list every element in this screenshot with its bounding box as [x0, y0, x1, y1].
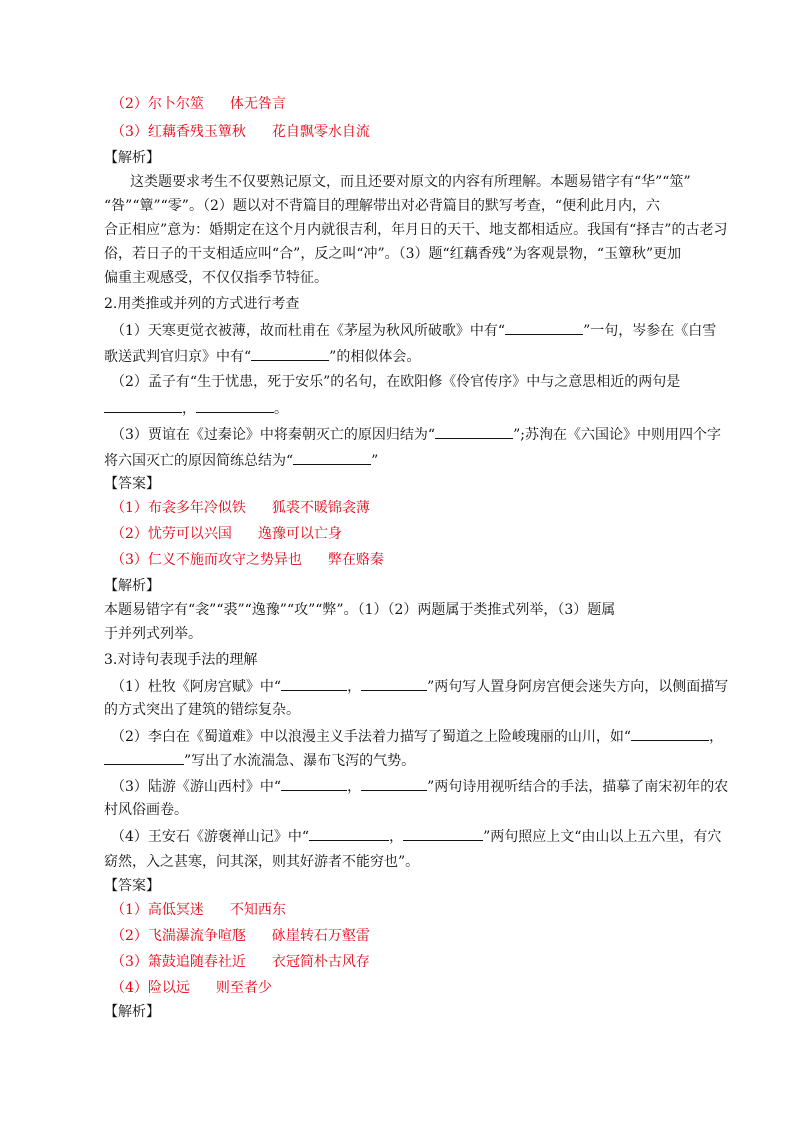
answer-text: （2）尔卜尔筮 — [111, 96, 204, 112]
paragraph-line: 偏重主观感受，不仅仅指季节特征。 — [104, 270, 328, 286]
answer-line — [111, 122, 711, 142]
answer-blank[interactable] — [196, 398, 274, 413]
question-line: 将六国灭亡的原因简练总结为“ ” — [104, 450, 704, 471]
paragraph-line: 本题易错字有“衾”“裘”“逸豫”“攻”“弊”。（1）（2）两题属于类推式列举，（3）题属 — [104, 602, 616, 618]
answer-line: （3）箫鼓追随春社近 衣冠简朴古风存 — [111, 954, 370, 970]
answer-blank[interactable] — [435, 424, 513, 439]
answer-line: （2）飞湍瀑流争喧豗 砯崖转石万壑雷 — [111, 928, 370, 944]
paragraph-line: 这类题要求考生不仅要熟记原文，而且还要对原文的内容有所理解。本题易错字有“华”“筮” — [130, 174, 691, 190]
section-heading: 3.对诗句表现手法的理解 — [104, 652, 258, 668]
answer-blank[interactable] — [104, 750, 184, 765]
answer-blank[interactable] — [631, 726, 709, 741]
question-line: （1）杜牧《阿房宫赋》中“ ， ”两句写人置身阿房宫便会迷失方向，以侧面描写 — [111, 676, 711, 697]
answer-blank[interactable] — [281, 776, 347, 791]
question-line: 歌送武判官归京》中有“ ”的相似体会。 — [104, 346, 704, 367]
answer-blank[interactable] — [309, 826, 389, 841]
section-heading: 2.用类推或并列的方式进行考查 — [104, 296, 300, 312]
question-line: （2）孟子有“生于忧患，死于安乐”的名句，在欧阳修《伶官传序》中与之意思相近的两句是 — [111, 374, 681, 390]
answer-blank[interactable] — [281, 676, 347, 691]
answer-blank[interactable] — [251, 346, 329, 361]
question-line: 窈然，入之甚寒，问其深，则其好游者不能穷也”。 — [104, 854, 420, 870]
question-line: （4）王安石《游褒禅山记》中“ ， ”两句照应上文“由山以上五六里，有穴 — [111, 826, 711, 847]
answer-line: （1）布衾多年冷似铁 狐裘不暖锦衾薄 — [111, 500, 370, 516]
question-line: 村风俗画卷。 — [104, 802, 188, 818]
question-line: （2）李白在《蜀道难》中以浪漫主义手法着力描写了蜀道之上险峻瑰丽的山川，如“ ， — [111, 726, 711, 747]
answer-text: 花自飘零水自流 — [271, 124, 370, 140]
question-line: ， 。 — [104, 398, 704, 419]
answer-text: （3）红藕香残玉簟秋 — [111, 124, 246, 140]
answer-line — [111, 94, 711, 114]
answer-line: （3）仁义不施而攻守之势异也 弊在赂秦 — [111, 552, 384, 568]
section-tag-analysis: 【解析】 — [104, 150, 160, 166]
question-line: 的方式突出了建筑的错综复杂。 — [104, 702, 300, 718]
answer-line: （2）忧劳可以兴国 逸豫可以亡身 — [111, 526, 342, 542]
paragraph-line: 俗，若日子的干支相适应叫“合”，反之叫“冲”。（3）题“红藕香残”为客观景物，“玉簟秋”更加 — [104, 246, 682, 262]
question-line: （3）陆游《游山西村》中“ ， ”两句诗用视听结合的手法，描摹了南宋初年的农 — [111, 776, 711, 797]
answer-line: （4）险以远 则至者少 — [111, 980, 272, 996]
section-tag-answer: 【答案】 — [104, 476, 160, 492]
answer-blank[interactable] — [104, 398, 182, 413]
section-tag-analysis: 【解析】 — [104, 578, 160, 594]
answer-text: 体无咎言 — [229, 96, 286, 112]
answer-blank[interactable] — [361, 676, 427, 691]
answer-blank[interactable] — [505, 320, 583, 335]
answer-blank[interactable] — [361, 776, 427, 791]
section-tag-analysis: 【解析】 — [104, 1004, 160, 1020]
question-line: （3）贾谊在《过秦论》中将秦朝灭亡的原因归结为“ ”;苏洵在《六国论》中则用四个字 — [111, 424, 711, 445]
answer-blank[interactable] — [403, 826, 483, 841]
question-line: （1）天寒更觉衣被薄，故而杜甫在《茅屋为秋风所破歌》中有“ ”一句，岑参在《白雪 — [111, 320, 711, 341]
paragraph-line: 于并列式列举。 — [104, 626, 202, 642]
paragraph-line: “咎”“簟”“零”。（2）题以对不背篇目的理解带出对必背篇目的默写考查，“便利此月内，六 — [104, 198, 661, 214]
section-tag-answer: 【答案】 — [104, 878, 160, 894]
question-line: ”写出了水流湍急、瀑布飞泻的气势。 — [104, 750, 704, 771]
paragraph-line: 合正相应”意为：婚期定在这个月内就很吉利，年月日的天干、地支都相适应。我国有“择吉”的古老习 — [104, 222, 728, 238]
answer-blank[interactable] — [293, 450, 371, 465]
answer-line: （1）高低冥迷 不知西东 — [111, 902, 286, 918]
